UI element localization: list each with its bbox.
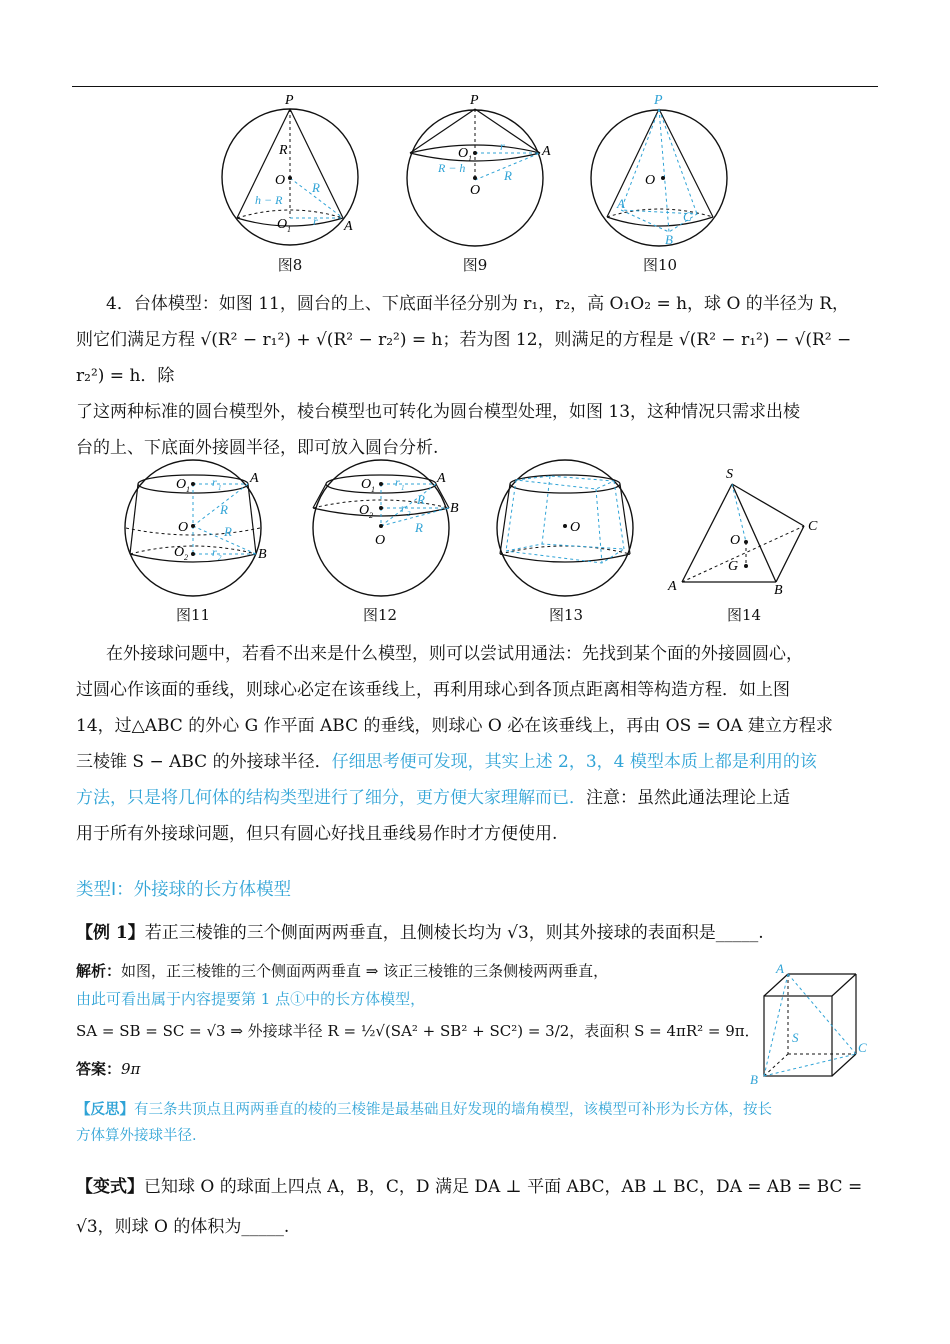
fig12-label-R-upper: R bbox=[417, 492, 425, 507]
reflection-text-1: 有三条共顶点且两两垂直的棱的三棱锥是最基础且好发现的墙角模型，该模型可补形为长方体，按长 bbox=[134, 1102, 772, 1118]
solution-line-1 bbox=[76, 960, 608, 981]
section-4-line-4: 台的上、下底面外接圆半径，即可放入圆台分析. bbox=[76, 438, 439, 458]
fig12-label-r2-sub: 2 bbox=[407, 510, 411, 518]
solution-label: 解析： bbox=[76, 962, 122, 980]
fig12-label-r1: r bbox=[395, 475, 400, 489]
fig14-label-G: G bbox=[728, 559, 739, 574]
fig8-label-h-minus-R: h − R bbox=[255, 193, 283, 207]
figure-13 bbox=[492, 456, 642, 602]
fig11-label-R-upper: R bbox=[220, 502, 228, 517]
fig11-label-O2: O bbox=[174, 545, 185, 560]
fig9-label-O: O bbox=[470, 183, 481, 198]
solution-line-2: 由此可看出属于内容提要第 1 点①中的长方体模型， bbox=[76, 990, 426, 1008]
fig8-label-r: r bbox=[313, 214, 318, 228]
fig14-label-C: C bbox=[808, 519, 818, 534]
fig8-label-O1-sub: 1 bbox=[287, 225, 291, 234]
caption-figure-13: 图13 bbox=[548, 606, 584, 624]
fig8-label-R: R bbox=[279, 143, 288, 158]
fig8-label-P: P bbox=[285, 93, 294, 108]
figure-9 bbox=[402, 92, 552, 252]
caption-figure-12: 图12 bbox=[362, 606, 398, 624]
example-1-text: 若正三棱锥的三个侧面两两垂直，且侧棱长均为 √3，则其外接球的表面积是_____. bbox=[144, 923, 764, 943]
caption-figure-14: 图14 bbox=[726, 606, 762, 624]
fig10-label-C: C bbox=[683, 209, 692, 224]
caption-figure-10: 图10 bbox=[642, 256, 678, 274]
fig12-label-r1-sub: 1 bbox=[401, 484, 405, 492]
figure-8 bbox=[215, 92, 365, 252]
fig8-label-A: A bbox=[344, 219, 353, 234]
fig9-label-A: A bbox=[542, 144, 551, 159]
fig11-label-R-lower: R bbox=[224, 524, 232, 539]
fig8-label-R-blue: R bbox=[312, 180, 320, 195]
fig12-label-B: B bbox=[450, 501, 459, 516]
figure-14 bbox=[660, 462, 830, 602]
header-rule bbox=[72, 86, 878, 87]
fig10-label-B: B bbox=[665, 232, 673, 247]
cube-figure bbox=[748, 962, 878, 1086]
fig13-label-O: O bbox=[570, 520, 581, 535]
section-4-line-3: 了这两种标准的圆台模型外，棱台模型也可转化为圆台模型处理，如图 13，这种情况只需求出棱 bbox=[76, 402, 801, 422]
figure-10 bbox=[585, 92, 735, 252]
fig12-label-O2-sub: 2 bbox=[369, 511, 373, 520]
figure-11 bbox=[120, 456, 270, 602]
fig11-label-O2-sub: 2 bbox=[184, 553, 188, 562]
variant-line-2: √3，则球 O 的体积为_____. bbox=[76, 1217, 290, 1237]
fig12-label-O1-sub: 1 bbox=[371, 485, 375, 494]
figure-12 bbox=[305, 456, 465, 602]
section-4-line-1: 4．台体模型：如图 11，圆台的上、下底面半径分别为 r₁，r₂，高 O₁O₂ = h，球 O 的半径为 R， bbox=[106, 294, 849, 314]
fig12-label-A: A bbox=[437, 471, 446, 486]
fig9-label-P: P bbox=[470, 93, 479, 108]
variant-text-1: 已知球 O 的球面上四点 A，B，C，D 满足 DA ⊥ 平面 ABC，AB ⊥ BC，DA = AB = BC = bbox=[144, 1177, 863, 1197]
general-line-5-text: 注意：虽然此通法理论上适 bbox=[586, 788, 790, 808]
reflection-line-2: 方体算外接球半径. bbox=[76, 1128, 197, 1144]
fig9-label-O1: O bbox=[458, 146, 469, 161]
caption-figure-11: 图11 bbox=[175, 606, 211, 624]
fig14-label-O: O bbox=[730, 533, 741, 548]
fig12-label-O1: O bbox=[361, 477, 372, 492]
cube-label-B: B bbox=[750, 1072, 758, 1087]
general-line-5-highlight: 方法，只是将几何体的结构类型进行了细分，更方便大家理解而已． bbox=[76, 788, 586, 808]
cube-label-S: S bbox=[792, 1030, 799, 1045]
general-line-5 bbox=[76, 780, 878, 816]
answer-value: 9π bbox=[121, 1060, 141, 1078]
general-method-paragraph bbox=[76, 636, 878, 852]
answer-label: 答案： bbox=[76, 1060, 122, 1078]
fig10-label-O: O bbox=[645, 173, 656, 188]
solution-text-1: 如图，正三棱锥的三个侧面两两垂直 ⇒ 该正三棱锥的三条侧棱两两垂直， bbox=[121, 962, 609, 980]
answer-line bbox=[76, 1058, 140, 1079]
fig10-label-A: A bbox=[617, 196, 625, 211]
fig11-label-O: O bbox=[178, 520, 189, 535]
fig12-label-R-lower: R bbox=[415, 520, 423, 535]
fig11-label-B: B bbox=[258, 547, 267, 562]
general-line-4-text: 三棱锥 S − ABC 的外接球半径． bbox=[76, 752, 332, 772]
section-4-paragraph bbox=[76, 286, 878, 466]
general-line-4 bbox=[76, 744, 878, 780]
fig12-label-O2: O bbox=[359, 503, 370, 518]
fig11-label-r1: r bbox=[212, 475, 217, 489]
fig14-label-B: B bbox=[774, 583, 783, 598]
fig12-label-O: O bbox=[375, 533, 386, 548]
fig9-label-R-minus-h: R − h bbox=[438, 161, 466, 175]
cube-label-C: C bbox=[858, 1040, 867, 1055]
example-1-label: 【例 1】 bbox=[76, 923, 145, 943]
caption-figure-8: 图8 bbox=[277, 256, 303, 274]
fig10-label-P: P bbox=[654, 93, 663, 108]
caption-figure-9: 图9 bbox=[462, 256, 488, 274]
general-line-3: 14，过△ABC 的外心 G 作平面 ABC 的垂线，则球心 O 必在该垂线上，再由 OS = OA 建立方程求 bbox=[76, 716, 833, 736]
fig11-label-A: A bbox=[250, 471, 259, 486]
fig14-label-A: A bbox=[668, 579, 677, 594]
example-1 bbox=[76, 918, 764, 943]
general-line-1: 在外接球问题中，若看不出来是什么模型，则可以尝试用通法：先找到某个面的外接圆圆心， bbox=[106, 644, 803, 664]
fig9-label-R: R bbox=[504, 168, 512, 183]
fig9-label-r: r bbox=[500, 139, 505, 153]
fig11-label-r1-sub: 1 bbox=[218, 484, 222, 492]
general-line-6: 用于所有外接球问题，但只有圆心好找且垂线易作时才方便使用. bbox=[76, 824, 558, 844]
fig9-label-O1-sub: 1 bbox=[468, 154, 472, 163]
reflection-line-1 bbox=[76, 1098, 772, 1119]
cube-label-A: A bbox=[776, 961, 784, 976]
fig8-label-O1: O bbox=[277, 217, 288, 232]
fig11-label-O1-sub: 1 bbox=[186, 485, 190, 494]
variant-line-1 bbox=[76, 1172, 862, 1197]
fig11-label-r2: r bbox=[212, 545, 217, 559]
solution-line-3: SA = SB = SC = √3 ⇒ 外接球半径 R = ½√(SA² + SB² + SC²) = 3/2，表面积 S = 4πR² = 9π． bbox=[76, 1022, 760, 1040]
reflection-label: 【反思】 bbox=[76, 1102, 134, 1118]
fig14-label-S: S bbox=[726, 467, 733, 482]
type-1-heading: 类型Ⅰ：外接球的长方体模型 bbox=[76, 880, 292, 900]
fig8-label-O: O bbox=[275, 173, 286, 188]
general-line-4-highlight: 仔细思考便可发现，其实上述 2，3，4 模型本质上都是利用的该 bbox=[331, 752, 817, 772]
fig11-label-O1: O bbox=[176, 477, 187, 492]
variant-label: 【变式】 bbox=[76, 1177, 144, 1197]
general-line-2: 过圆心作该面的垂线，则球心必定在该垂线上，再利用球心到各顶点距离相等构造方程．如上图 bbox=[76, 680, 790, 700]
section-4-line-2: 则它们满足方程 √(R² − r₁²) + √(R² − r₂²) = h；若为图 12，则满足的方程是 √(R² − r₁²) − √(R² − r₂²) = h．除 bbox=[76, 330, 852, 386]
fig12-label-r2: r bbox=[401, 501, 406, 515]
fig11-label-r2-sub: 2 bbox=[218, 554, 222, 562]
